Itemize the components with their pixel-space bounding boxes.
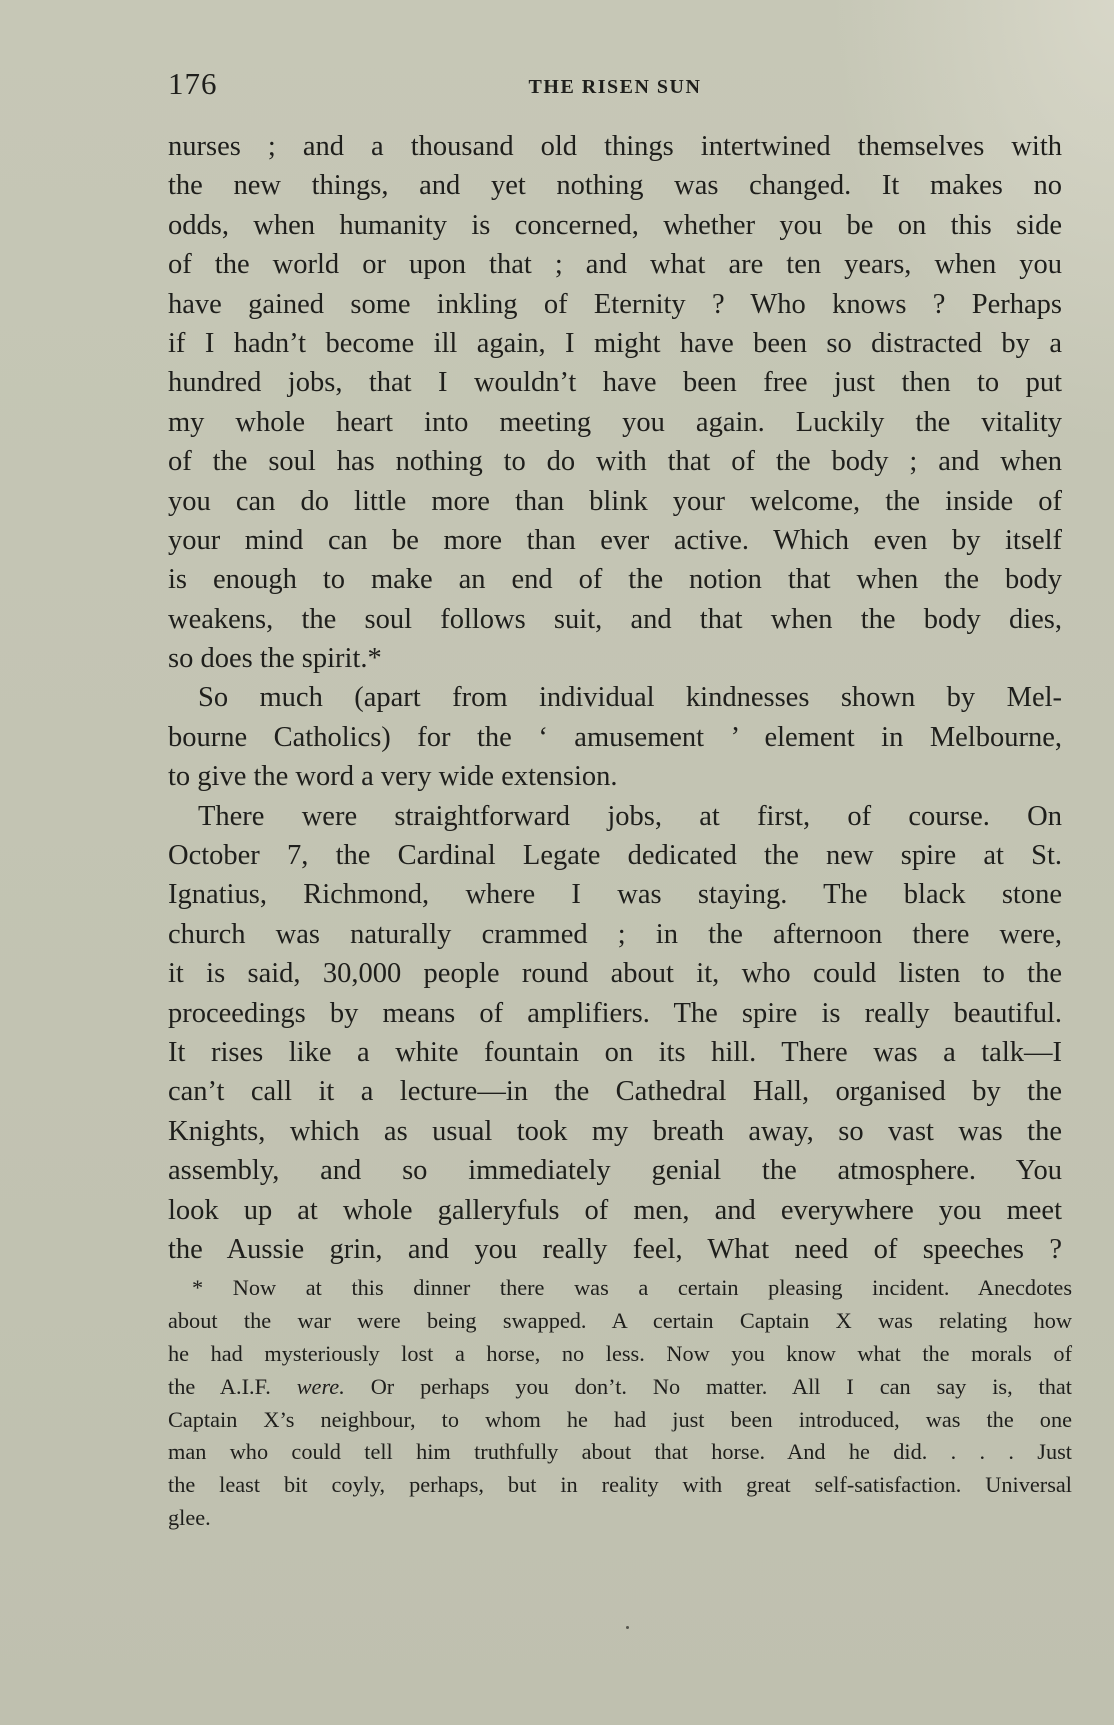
footnote-line: he had mysteriously lost a horse, no less. Now you know what the morals of (168, 1340, 1072, 1366)
text-line: nurses ; and a thousand old things intertwined themselves with (168, 131, 1062, 162)
text-line: assembly, and so immediately genial the atmosphere. You (168, 1155, 1062, 1187)
text-line: can’t call it a lecture—in the Cathedral Hall, organised by the (168, 1076, 1062, 1108)
text-line: bourne Catholics) for the ‘ amusement ’ element in Melbourne, (168, 721, 1062, 753)
text-line: you can do little more than blink your welcome, the inside of (168, 485, 1062, 517)
page-header (168, 66, 1062, 110)
footnote-italic-word: were. (296, 1373, 345, 1399)
text-line: your mind can be more than ever active. Which even by itself (168, 524, 1062, 556)
footnote-line: the least bit coyly, perhaps, but in reality with great self-satisfaction. Universal (168, 1472, 1072, 1498)
text-line: look up at whole galleryfuls of men, and everywhere you meet (168, 1194, 1062, 1226)
footnote-line: man who could tell him truthfully about that horse. And he did. . . . Just (168, 1439, 1072, 1465)
footnote-line: glee. (168, 1505, 211, 1531)
text-line: Ignatius, Richmond, where I was staying. The black stone (168, 879, 1062, 911)
text-line: church was naturally crammed ; in the afternoon there were, (168, 918, 1062, 950)
footnote-line (168, 1371, 1072, 1404)
text-line: have gained some inkling of Eternity ? Who knows ? Perhaps (168, 288, 1062, 320)
text-line: odds, when humanity is concerned, whether you be on this side (168, 209, 1062, 241)
footnote-line: * Now at this dinner there was a certain pleasing incident. Anecdotes (192, 1275, 1072, 1300)
text-line: the Aussie grin, and you really feel, What need of speeches ? (168, 1233, 1062, 1265)
page-number: 176 (168, 66, 218, 101)
footnote-text: the A.I.F. (168, 1373, 297, 1399)
text-line: is enough to make an end of the notion that when the body (168, 564, 1062, 596)
text-line: of the soul has nothing to do with that of the body ; and when (168, 446, 1062, 478)
footnote (168, 1272, 1072, 1535)
text-line: to give the word a very wide extension. (168, 761, 618, 793)
text-line: if I hadn’t become ill again, I might have been so distracted by a (168, 327, 1062, 359)
text-line: There were straightforward jobs, at first, of course. On (198, 800, 1062, 832)
text-line: proceedings by means of amplifiers. The spire is really beautiful. (168, 997, 1062, 1029)
text-line: it is said, 30,000 people round about it, who could listen to the (168, 958, 1062, 990)
footnote-line: Captain X’s neighbour, to whom he had just been introduced, was the one (168, 1406, 1072, 1432)
text-line: my whole heart into meeting you again. Luckily the vitality (168, 406, 1062, 438)
text-line: of the world or upon that ; and what are ten years, when you (168, 249, 1062, 281)
footnote-text: Or perhaps you don’t. No matter. All I can say is, that (344, 1373, 1072, 1399)
text-line: October 7, the Cardinal Legate dedicated the new spire at St. (168, 840, 1062, 872)
text-line: the new things, and yet nothing was changed. It makes no (168, 170, 1062, 202)
footnote-line: about the war were being swapped. A certain Captain X was relating how (168, 1307, 1072, 1333)
text-line-footnote-ref: so does the spirit.* (168, 643, 382, 675)
paper-speck (626, 1626, 629, 1629)
body-text (168, 127, 1062, 1269)
text-line: weakens, the soul follows suit, and that when the body dies, (168, 603, 1062, 635)
text-line: hundred jobs, that I wouldn’t have been free just then to put (168, 367, 1062, 399)
text-line: Knights, which as usual took my breath away, so vast was the (168, 1115, 1062, 1147)
running-head: THE RISEN SUN (528, 76, 702, 98)
text-line: So much (apart from individual kindnesses shown by Mel- (198, 682, 1062, 714)
text-line: It rises like a white fountain on its hill. There was a talk—I (168, 1036, 1062, 1068)
